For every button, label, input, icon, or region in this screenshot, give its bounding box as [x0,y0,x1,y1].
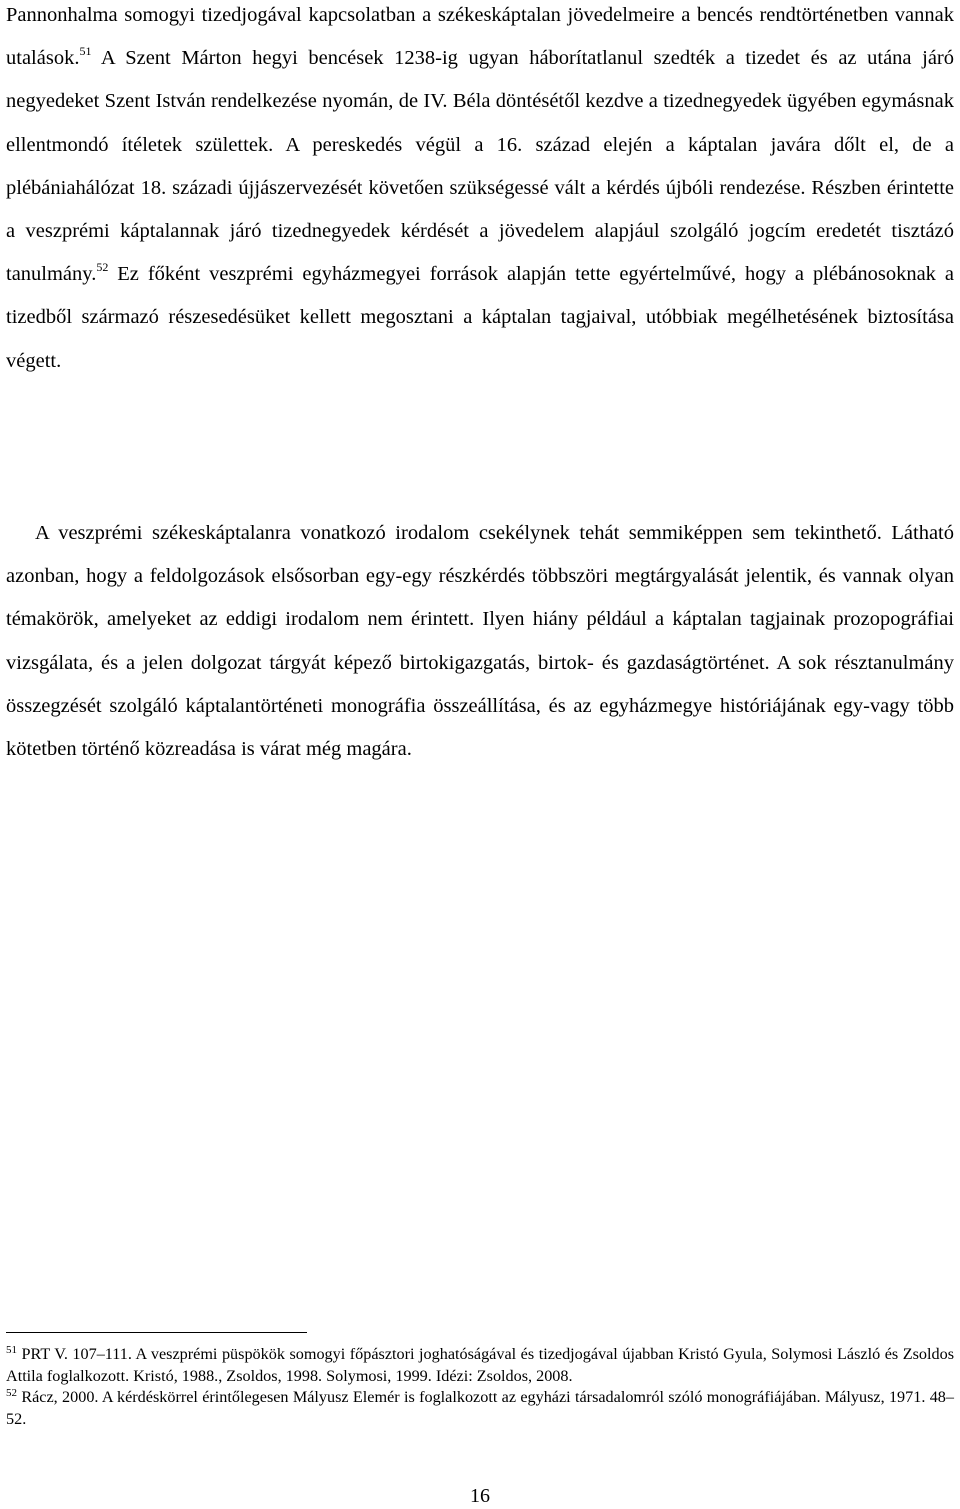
footnote-number: 52 [6,1387,17,1399]
footnote-ref-51[interactable]: 51 [79,44,92,59]
paragraph-1-text-part-2: A Szent Márton hegyi bencések 1238-ig ugyan háborítatlanul szedték a tizedet és az utána járó negyedeket Szent István rendelkezése nyomán, de IV. Béla döntésétől kezdve a tizednegyedek ügyében egymásnak ellentmondó ítéletek születtek. A pereskedés végül a 16. század elején a káptalan javára dőlt el, de a plébániahálózat 18. századi újjászervezését követően szükségessé vált a kérdés újbóli rendezése. Részben érintette a veszprémi káptalannak járó tizednegyedek kérdését a jövedelem alapjául szolgáló jogcím eredetét tisztázó tanulmány. [6,47,954,286]
footnote-text: PRT V. 107–111. A veszprémi püspökök somogyi főpásztori joghatóságával és tizedjogával újabban Kristó Gyula, Solymosi László és Zsoldos Attila foglalkozott. Kristó, 1988., Zsoldos, 1998. Solymosi, 1999. Idézi: Zsoldos, 2008. [6,1345,954,1385]
footnotes-section [6,1344,954,1430]
footnote-separator [6,1332,307,1333]
body-paragraph-2: A veszprémi székeskáptalanra vonatkozó irodalom csekélynek tehát semmiképpen sem tekinthető. Látható azonban, hogy a feldolgozások elsősorban egy-egy részkérdés többszöri megtárgyalását jelentik, és vannak olyan témakörök, amelyeket az eddigi irodalom nem érintett. Ilyen hiány például a káptalan tagjainak prozopográfiai vizsgálata, és a jelen dolgozat tárgyát képező birtokigazgatás, birtok- és gazdaságtörténet. A sok résztanulmány összegzését szolgáló káptalantörténeti monográfia összeállítása, és az egyházmegye históriájának egy-vagy több kötetben történő közreadása is várat még magára. [6,522,954,761]
footnote-52 [6,1387,954,1430]
paragraph-1-text-part-1: Pannonhalma somogyi tizedjogával kapcsolatban a székeskáptalan jövedelmeire a bencés rendtörténetben vannak utalások. [6,4,954,70]
footnote-51 [6,1344,954,1387]
footnote-text: Rácz, 2000. A kérdéskörrel érintőlegesen Mályusz Elemér is foglalkozott az egyházi társadalomról szóló monográfiájában. Mályusz, 1971. 48–52. [6,1388,954,1428]
body-paragraph-1 [6,0,954,383]
page-number: 16 [470,1485,490,1507]
footnote-ref-52[interactable]: 52 [96,260,109,275]
footnote-number: 51 [6,1344,17,1356]
paragraph-1-text-part-3: Ez főként veszprémi egyházmegyei források alapján tette egyértelművé, hogy a plébánosoknak a tizedből származó részesedésüket kellett megosztani a káptalan tagjaival, utóbbiak megélhetésének biztosítása végett. [6,263,954,372]
